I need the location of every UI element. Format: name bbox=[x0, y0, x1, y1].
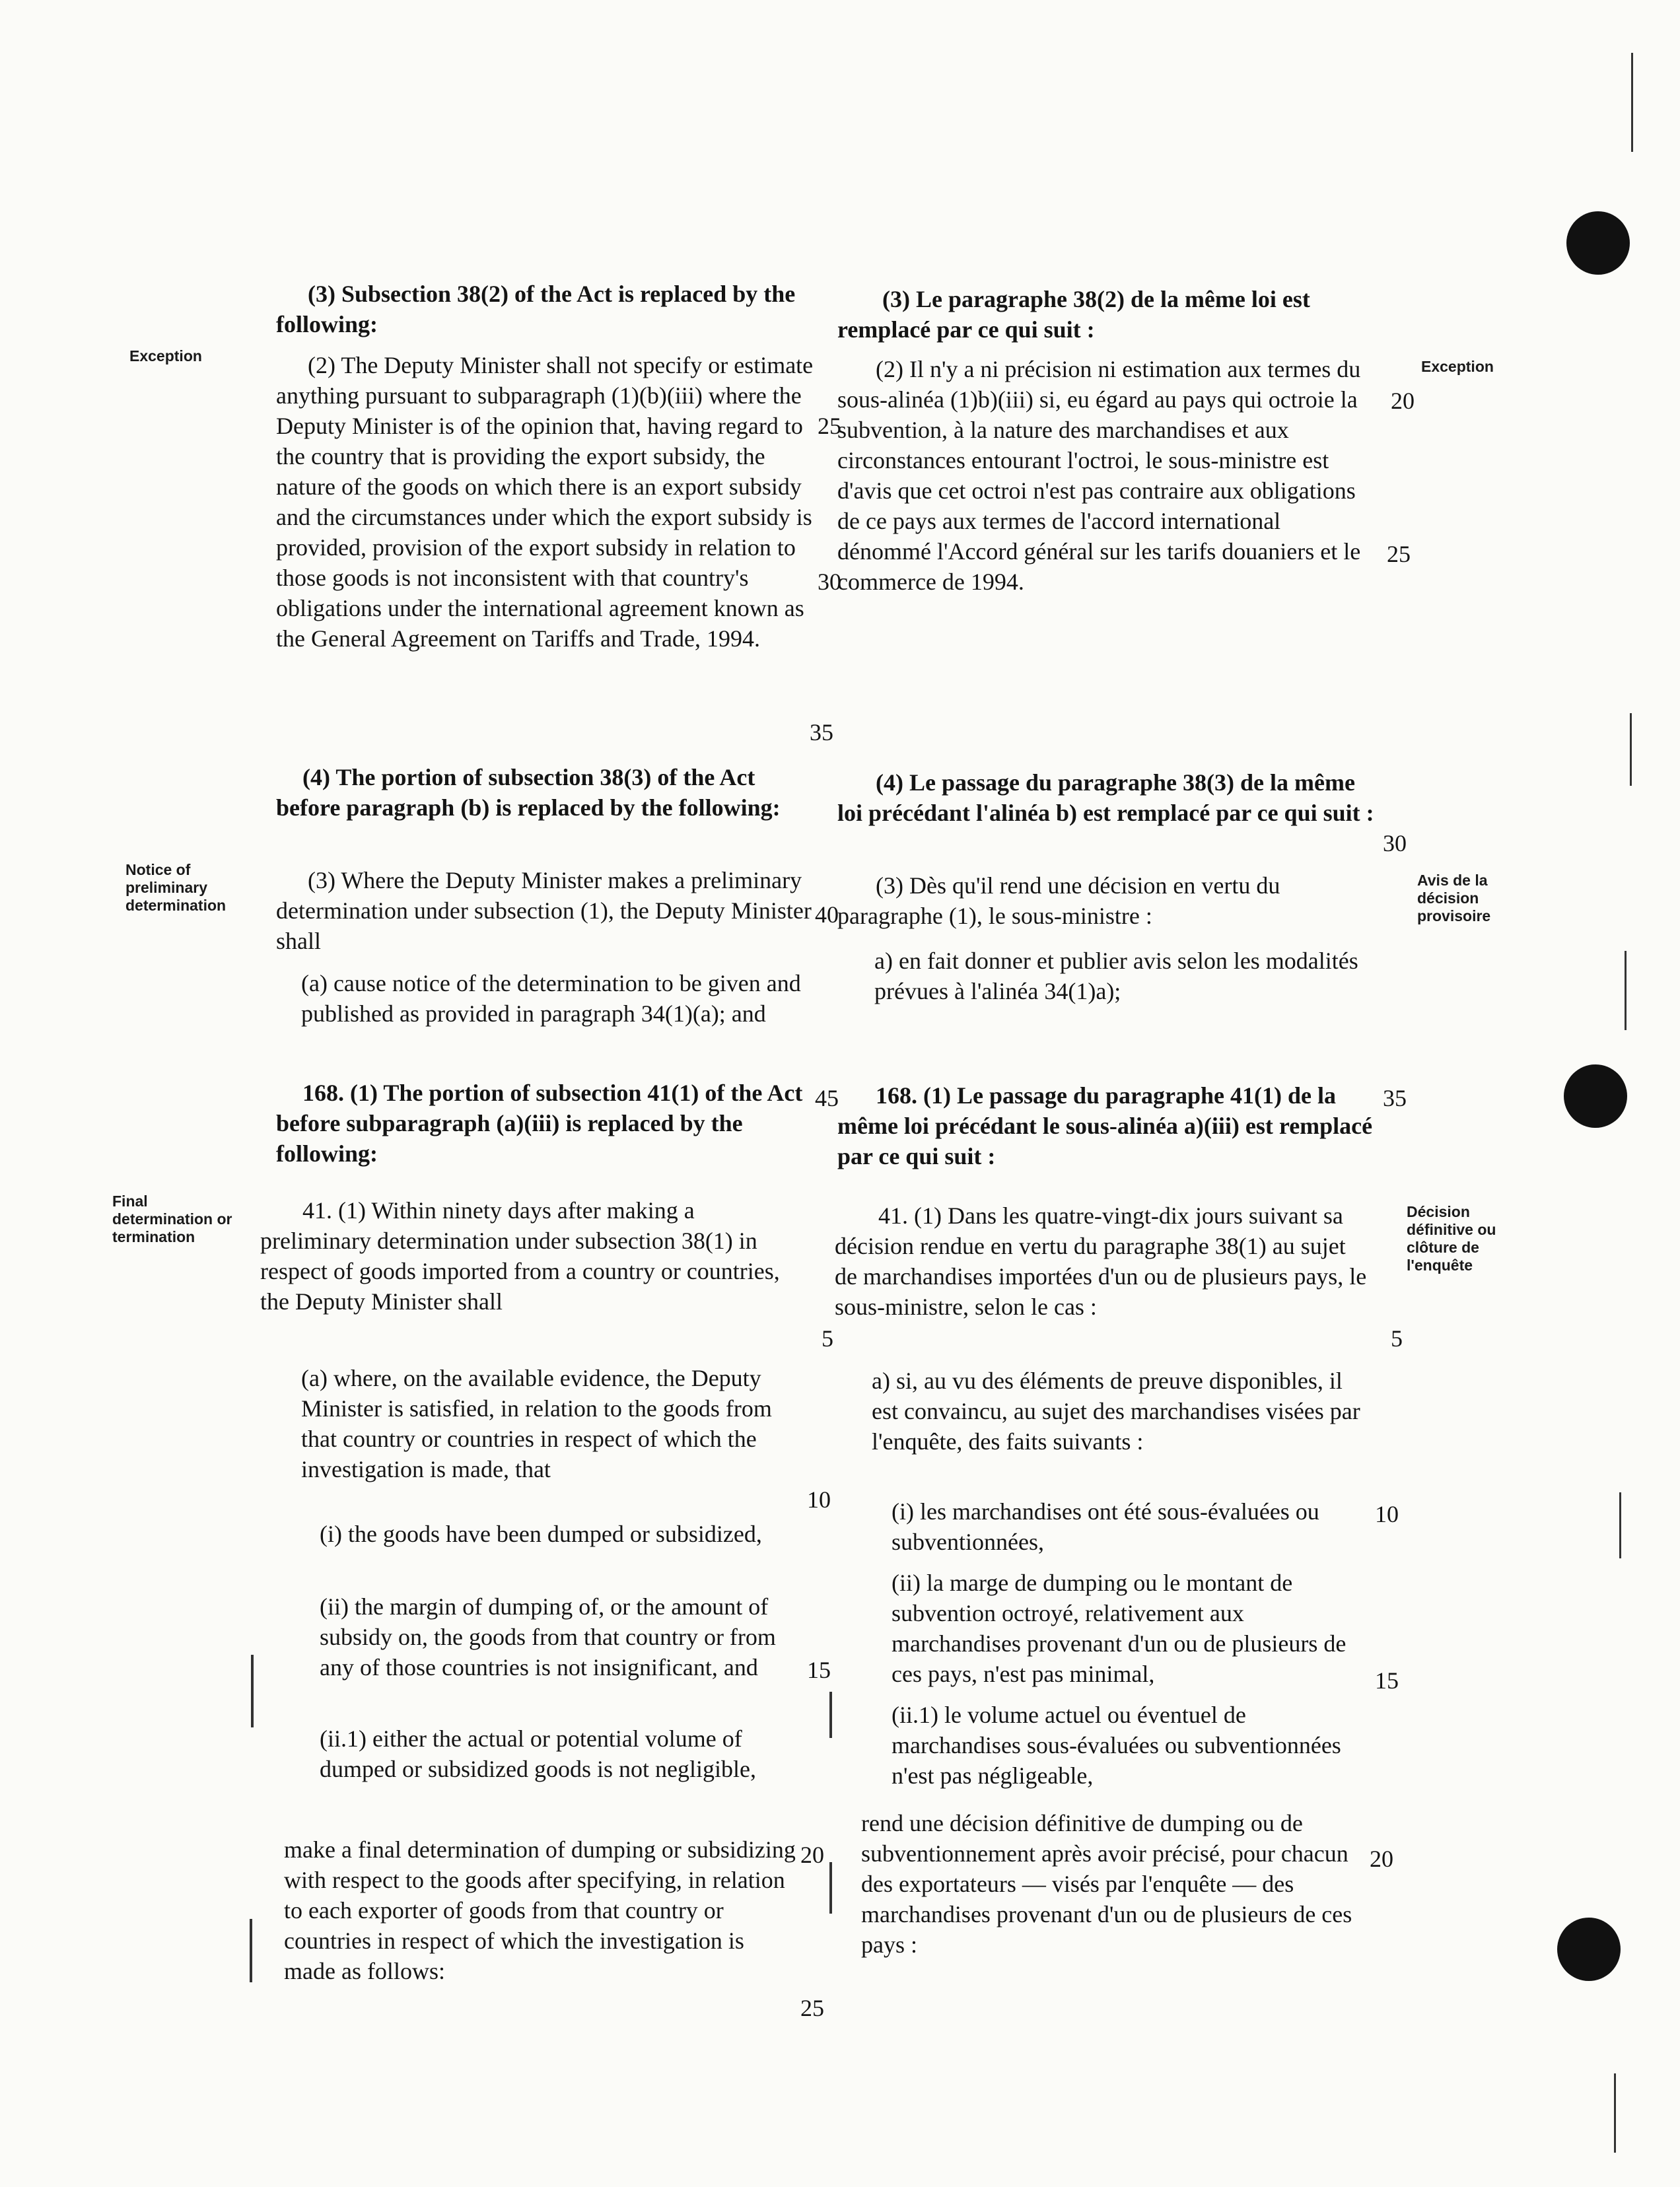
en-s4-a: (a) cause notice of the determination to be given and published as provided in paragraph 34(1)(a); and bbox=[301, 970, 801, 1027]
en-s41-a: (a) where, on the available evidence, the Deputy Minister is satisfied, in relation to the goods from that country or countries in respect of which the investigation is made, that bbox=[301, 1365, 772, 1482]
change-bar bbox=[250, 1919, 252, 1982]
line-number: 5 bbox=[822, 1325, 833, 1352]
fr-s3-heading: (3) Le paragraphe 38(2) de la même loi est remplacé par ce qui suit : bbox=[837, 286, 1310, 343]
line-number: 35 bbox=[1383, 1085, 1407, 1111]
fr-s41-a-ii: (ii) la marge de dumping ou le montant de subvention octroyé, relativement aux marchandises provenant d'un ou de plusieurs de ces pays, n'est pas minimal, bbox=[892, 1570, 1347, 1687]
fr-s4-a: a) en fait donner et publier avis selon les modalités prévues à l'alinéa 34(1)a); bbox=[874, 948, 1358, 1004]
en-s41-a-i: (i) the goods have been dumped or subsidized, bbox=[320, 1521, 762, 1547]
line-number: 25 bbox=[818, 413, 841, 439]
line-number: 20 bbox=[1370, 1846, 1393, 1872]
line-number: 25 bbox=[1387, 541, 1411, 567]
line-number: 20 bbox=[1391, 388, 1415, 414]
punch-hole bbox=[1566, 211, 1630, 275]
scan-edge-mark bbox=[1625, 951, 1627, 1030]
line-number: 15 bbox=[807, 1657, 831, 1683]
margin-note-notice-en: Notice of preliminary determination bbox=[125, 861, 227, 914]
line-number: 25 bbox=[800, 1995, 824, 2021]
line-number: 30 bbox=[818, 569, 841, 595]
fr-s4-heading: (4) Le passage du paragraphe 38(3) de la même loi précédant l'alinéa b) est remplacé par ce qui suit : bbox=[837, 769, 1374, 826]
change-bar bbox=[829, 1862, 832, 1914]
line-number: 35 bbox=[810, 719, 833, 746]
scan-edge-mark bbox=[1619, 1492, 1621, 1558]
line-number: 30 bbox=[1383, 830, 1407, 856]
fr-s41-a-i: (i) les marchandises ont été sous-évaluées ou subventionnées, bbox=[892, 1498, 1319, 1555]
en-s3-body: (2) The Deputy Minister shall not specify or estimate anything pursuant to subparagraph (1)(b)(iii) where the Deputy Minister is of the opinion that, having regard to the country that is providing the export subsidy, the nature of the goods on which there is an export subsidy and the circumstances under which the export subsidy is provided, provision of the export subsidy in relation to those goods is not inconsistent with that country's obligations under the international agreement known as the General Agreement on Tariffs and Trade, 1994. bbox=[276, 352, 814, 652]
en-s41-a-ii: (ii) the margin of dumping of, or the amount of subsidy on, the goods from that country or from any of those countries is not insignificant, and bbox=[320, 1593, 776, 1681]
fr-s3-body: (2) Il n'y a ni précision ni estimation aux termes du sous-alinéa (1)b)(iii) si, eu égard au pays qui octroie la subvention, à la nature des marchandises et aux circonstances entourant l'octroi, le sous-ministre est d'avis que cet octroi n'est pas contraire aux obligations de ce pays aux termes de l'accord international dénommé l'Accord général sur les tarifs douaniers et le commerce de 1994. bbox=[837, 356, 1361, 595]
en-s41-body: 41. (1) Within ninety days after making a preliminary determination under subsection 38(1) in respect of goods imported from a country or countries, the Deputy Minister shall bbox=[260, 1197, 780, 1315]
line-number: 10 bbox=[807, 1486, 831, 1513]
line-number: 5 bbox=[1391, 1325, 1403, 1352]
fr-s41-body: 41. (1) Dans les quatre-vingt-dix jours suivant sa décision rendue en vertu du paragraphe 38(1) au sujet de marchandises importées d'un ou de plusieurs pays, le sous-ministre, selon le cas : bbox=[835, 1202, 1367, 1320]
margin-note-notice-fr: Avis de la décision provisoire bbox=[1417, 872, 1491, 924]
margin-note-exception-fr: Exception bbox=[1421, 358, 1494, 375]
line-number: 20 bbox=[800, 1842, 824, 1868]
line-number: 45 bbox=[815, 1085, 839, 1111]
punch-hole bbox=[1564, 1064, 1627, 1128]
line-number: 15 bbox=[1375, 1667, 1399, 1694]
line-number: 10 bbox=[1375, 1501, 1399, 1527]
fr-s41-a: a) si, au vu des éléments de preuve disponibles, il est convaincu, au sujet des marchandises visées par l'enquête, des faits suivants : bbox=[872, 1368, 1360, 1455]
punch-hole bbox=[1557, 1918, 1621, 1981]
margin-note-exception-en: Exception bbox=[129, 347, 202, 364]
scan-edge-mark bbox=[1630, 713, 1632, 786]
en-s41-final: make a final determination of dumping or subsidizing with respect to the goods after specifying, in relation to each exporter of goods from that country or countries in respect of which the investigation is made as follows: bbox=[284, 1836, 796, 1984]
fr-s4-body: (3) Dès qu'il rend une décision en vertu du paragraphe (1), le sous-ministre : bbox=[837, 872, 1280, 929]
fr-s168-heading: 168. (1) Le passage du paragraphe 41(1) de la même loi précédant le sous-alinéa a)(iii) est remplacé par ce qui suit : bbox=[837, 1082, 1373, 1169]
margin-note-final-en: Final determination or termination bbox=[112, 1193, 232, 1245]
fr-s41-final: rend une décision définitive de dumping ou de subventionnement après avoir précisé, pour chacun des exportateurs — visés par l'enquête — des marchandises provenant d'un ou de plusieurs de ces pays : bbox=[861, 1810, 1352, 1958]
en-s3-heading: (3) Subsection 38(2) of the Act is replaced by the following: bbox=[276, 281, 796, 337]
margin-note-final-fr: Décision définitive ou clôture de l'enquête bbox=[1407, 1203, 1496, 1274]
en-s41-a-ii1: (ii.1) either the actual or potential volume of dumped or subsidized goods is not negligible, bbox=[320, 1725, 756, 1782]
change-bar bbox=[251, 1655, 254, 1727]
en-s168-heading: 168. (1) The portion of subsection 41(1) of the Act before subparagraph (a)(iii) is replaced by the following: bbox=[276, 1080, 803, 1167]
en-s4-body: (3) Where the Deputy Minister makes a preliminary determination under subsection (1), the Deputy Minister shall bbox=[276, 867, 812, 954]
scan-edge-mark bbox=[1631, 53, 1633, 152]
scan-edge-mark bbox=[1614, 2073, 1616, 2153]
line-number: 40 bbox=[815, 901, 839, 928]
fr-s41-a-ii1: (ii.1) le volume actuel ou éventuel de marchandises sous-évaluées ou subventionnées n'est pas négligeable, bbox=[892, 1702, 1341, 1789]
change-bar bbox=[829, 1692, 832, 1738]
en-s4-heading: (4) The portion of subsection 38(3) of the Act before paragraph (b) is replaced by the following: bbox=[276, 764, 781, 821]
